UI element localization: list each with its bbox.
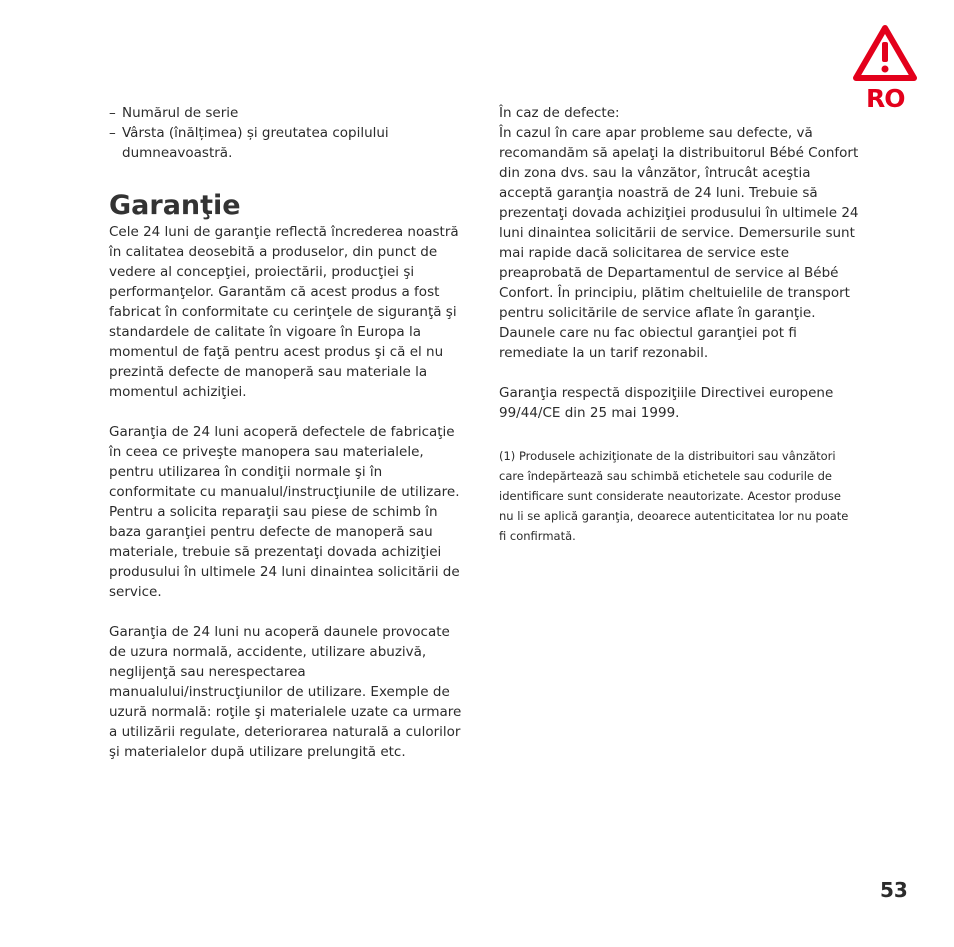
left-column — [109, 103, 469, 762]
list-item: – Vârsta (înălțimea) și greutatea copilului dumneavoastră. — [109, 125, 389, 161]
info-list — [109, 103, 469, 163]
defects-intro: În caz de defecte: — [499, 105, 620, 121]
warning-triangle-icon — [852, 24, 918, 82]
page-number: 53 — [880, 878, 908, 902]
section-heading: Garanţie — [109, 190, 241, 221]
paragraph: Garanţia respectă dispoziţiile Directivei europene 99/44/CE din 25 mai 1999. — [499, 385, 834, 421]
paragraph: Garanţia de 24 luni acoperă defectele de fabricaţie în ceea ce priveşte manopera sau materialele, pentru utilizarea în condiţii normale şi în conformitate cu manualul/instrucţiunile de utilizare. Pentru a solicita reparaţii sau piese de schimb în baza garanţiei pentru defecte de manoperă sau materiale, trebuie să prezentaţi dovada achiziţiei produsului în ultimele 24 luni dinaintea solicitării de service. — [109, 424, 460, 600]
list-item: – Numărul de serie — [109, 105, 239, 121]
paragraph: Garanţia de 24 luni nu acoperă daunele provocate de uzura normală, accidente, utilizare abuzivă, neglijenţă sau nerespectarea manualului/instrucţiunilor de utilizare. Exemple de uzură normală: roţile şi materialele uzate ca urmare a utilizării regulate, deteriorarea naturală a culorilor şi materialelor după utilizare prelungită etc. — [109, 624, 462, 760]
paragraph: În cazul în care apar probleme sau defecte, vă recomandăm să apelaţi la distribuitorul Bébé Confort din zona dvs. sau la vânzător, întrucât aceştia acceptă garanţia noastră de 24 luni. Trebuie să prezentaţi dovada achiziţiei produsului în ultimele 24 luni dinaintea solicitării de service. Demersurile sunt mai rapide dacă solicitarea de service este preaprobată de Departamentul de service al Bébé Confort. În principiu, plătim cheltuielile de transport pentru solicitările de service aflate în garanţie. Daunele care nu fac obiectul garanţiei pot fi remediate la un tarif rezonabil. — [499, 125, 859, 361]
paragraph: Cele 24 luni de garanţie reflectă încrederea noastră în calitatea deosebită a produselor, din punct de vedere al concepţiei, proiectării, producţiei şi performanţelor. Garantăm că acest produs a fost fabricat în conformitate cu cerinţele de siguranţă şi standardele de calitate în vigoare în Europa la momentul de faţă pentru acest produs şi că el nu prezintă defecte de manoperă sau materiale la momentul achiziţiei. — [109, 224, 459, 400]
right-column — [499, 103, 859, 546]
language-code: RO — [866, 84, 905, 113]
footnote: (1) Produsele achiziţionate de la distribuitori sau vânzători care îndepărtează sau schimbă etichetele sau codurile de identificare sunt considerate neautorizate. Acestor produse nu li se aplică garanţia, deoarece autenticitatea lor nu poate fi confirmată. — [499, 449, 849, 543]
